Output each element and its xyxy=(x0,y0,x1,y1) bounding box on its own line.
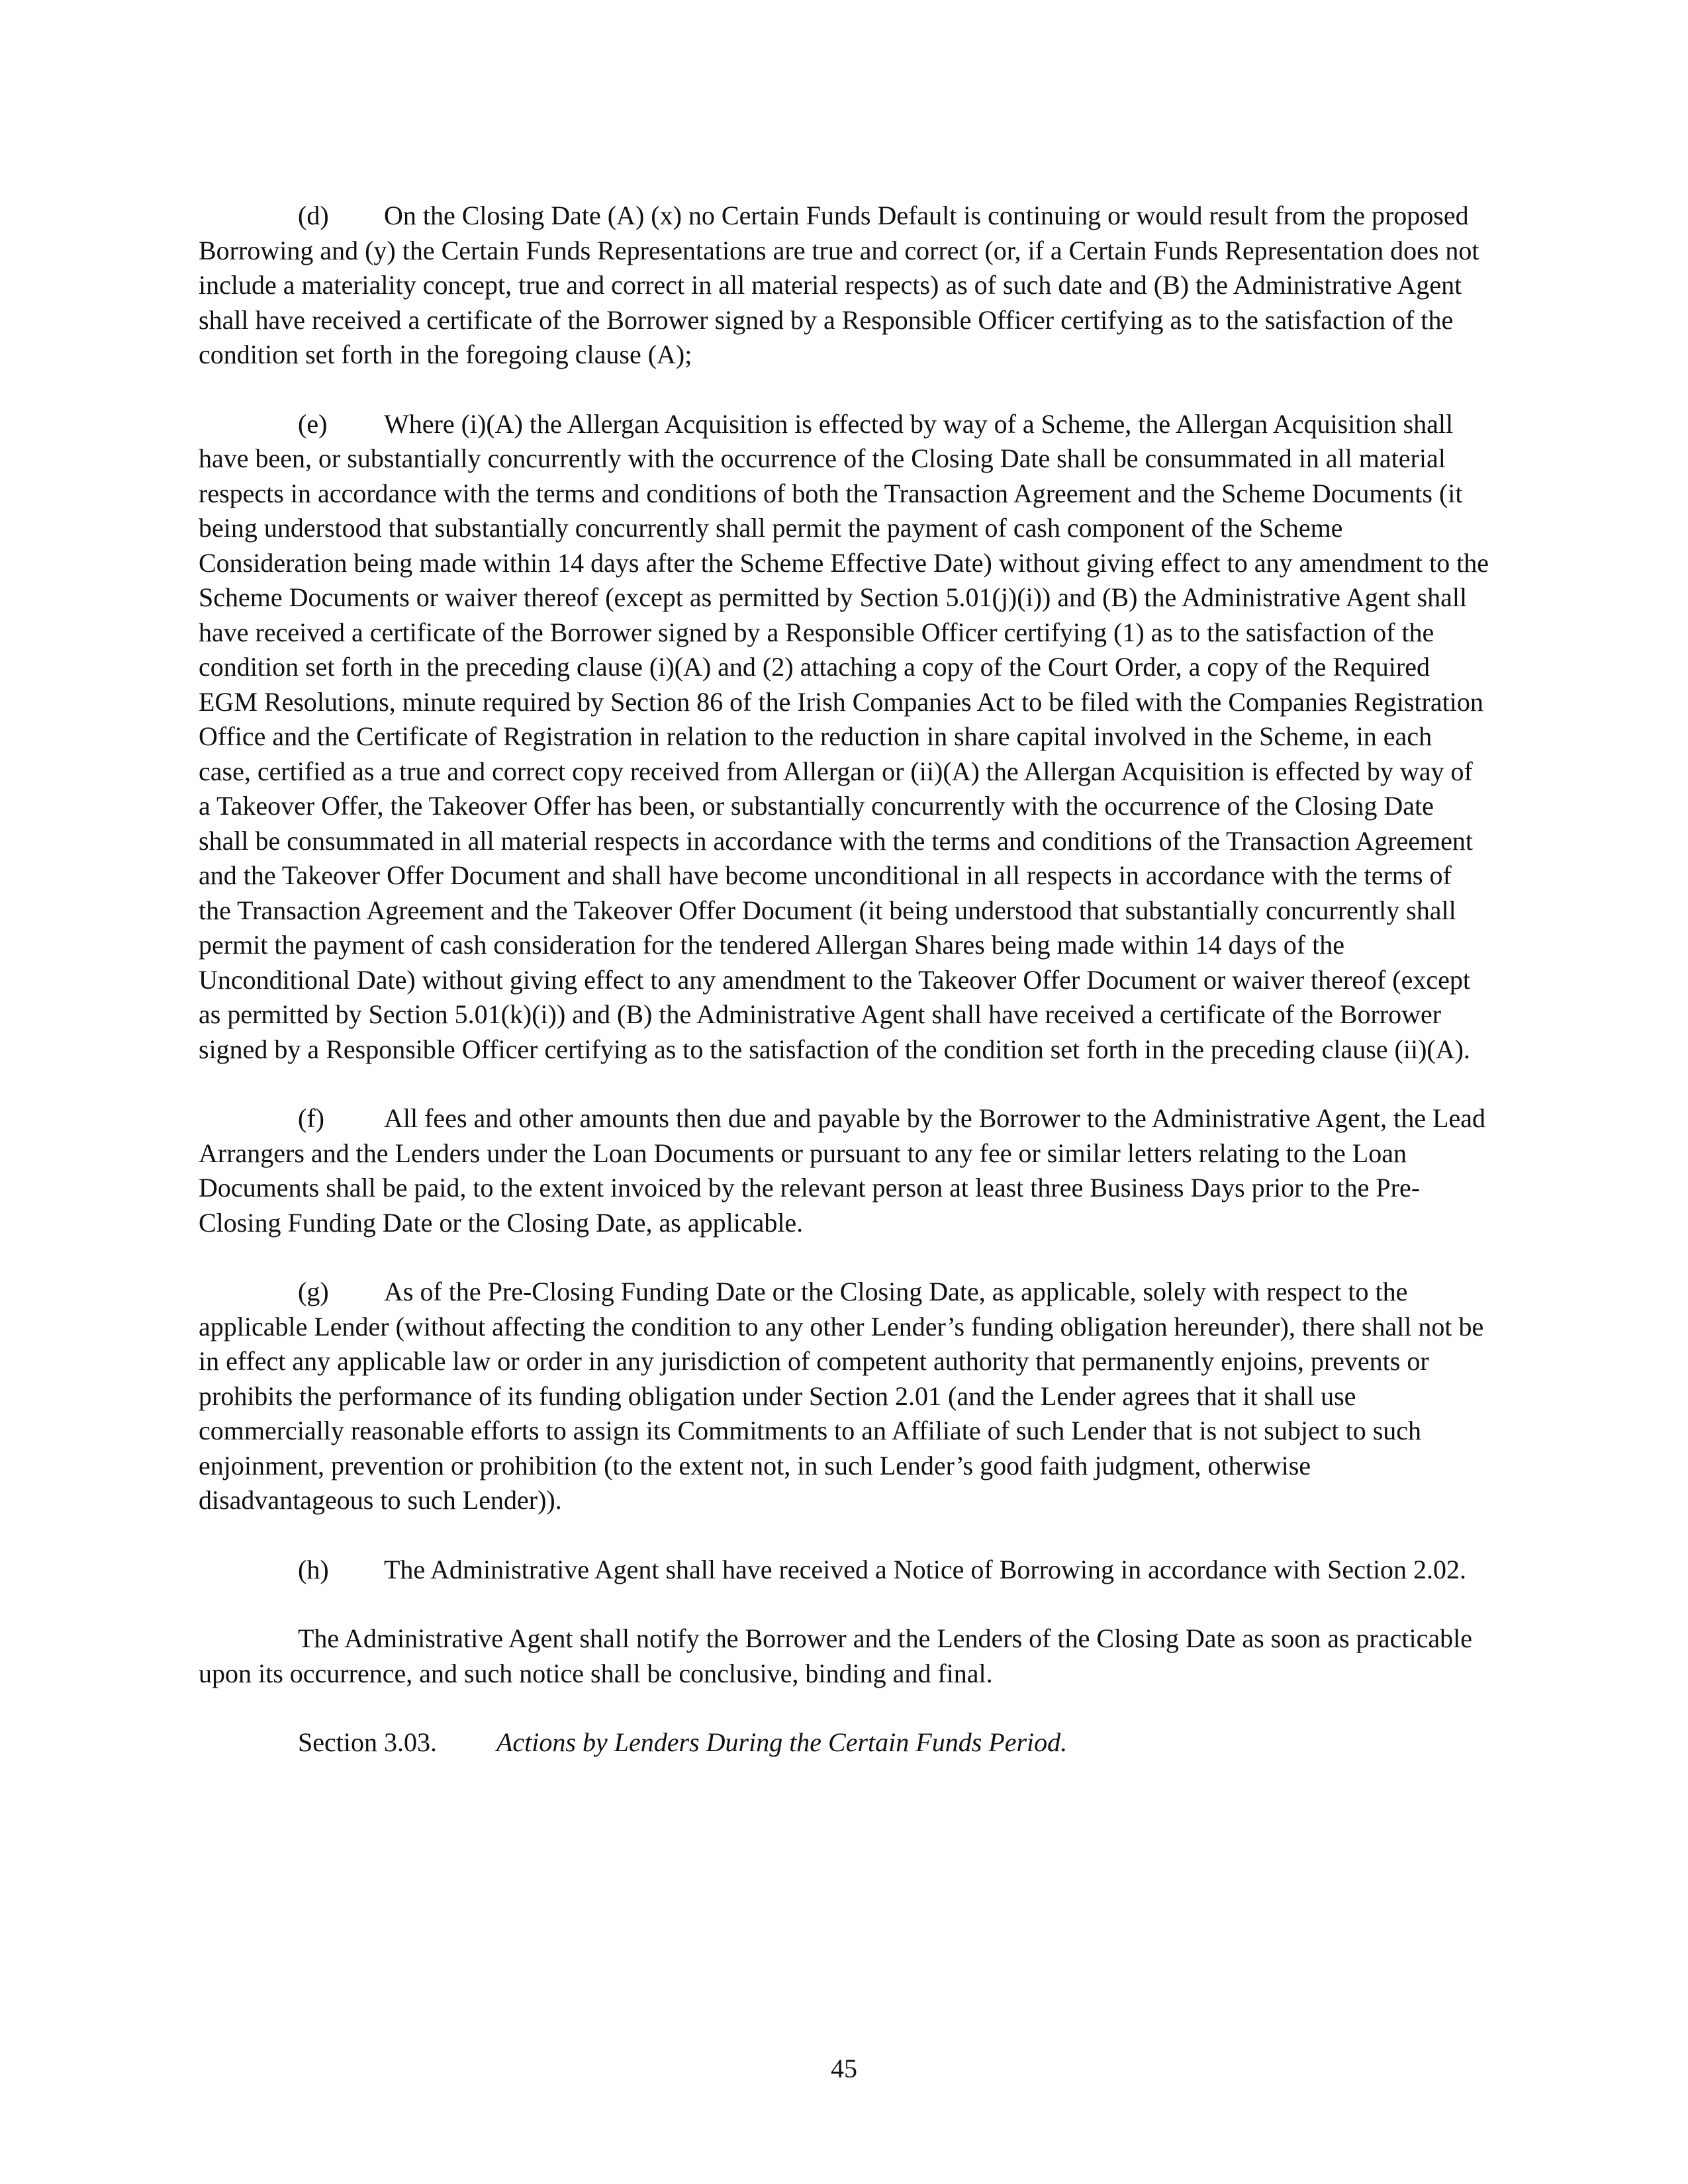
clause-label: (d) xyxy=(298,201,329,230)
section-title: Actions by Lenders During the Certain Funds Period. xyxy=(496,1727,1068,1757)
clause-text: Where (i)(A) the Allergan Acquisition is effected by way of a Scheme, the Allergan Acquisition shall have been, or substantially concurrently with the occurrence of the Closing Date shall be consummated in all material respects in accordance with the terms and conditions of both the Transaction Agreement and the Scheme Documents (it being understood that substantially concurrently shall permit the payment of cash component of the Scheme Consideration being made within 14 days after the Scheme Effective Date) without giving effect to any amendment to the Scheme Documents or waiver thereof (except as permitted by Section 5.01(j)(i)) and (B) the Administrative Agent shall have received a certificate of the Borrower signed by a Responsible Officer certifying (1) as to the satisfaction of the condition set forth in the preceding clause (i)(A) and (2) attaching a copy of the Court Order, a copy of the Required EGM Resolutions, minute required by Section 86 of the Irish Companies Act to be filed with the Companies Registration Office and the Certificate of Registration in relation to the reduction in share capital involved in the Scheme, in each case, certified as a true and correct copy received from Allergan or (ii)(A) the Allergan Acquisition is effected by way of a Takeover Offer, the Takeover Offer has been, or substantially concurrently with the occurrence of the Closing Date shall be consummated in all material respects in accordance with the terms and conditions of the Transaction Agreement and the Takeover Offer Document and shall have become unconditional in all respects in accordance with the terms of the Transaction Agreement and the Takeover Offer Document (it being understood that substantially concurrently shall permit the payment of cash consideration for the tendered Allergan Shares being made within 14 days of the Unconditional Date) without giving effect to any amendment to the Takeover Offer Document or waiver thereof (except as permitted by Section 5.01(k)(i)) and (B) the Administrative Agent shall have received a certificate of the Borrower signed by a Responsible Officer certifying as to the satisfaction of the condition set forth in the preceding clause (ii)(A). xyxy=(199,408,1489,1064)
clause-text: The Administrative Agent shall have received a Notice of Borrowing in accordance with Section 2.02. xyxy=(384,1554,1467,1584)
clause-label: (e) xyxy=(298,408,328,439)
clause-f xyxy=(199,1101,1489,1240)
document-body xyxy=(199,199,1489,1760)
clause-label: (h) xyxy=(298,1554,329,1584)
clause-text: All fees and other amounts then due and payable by the Borrower to the Administrative Agent, the Lead Arrangers and the Lenders under the Loan Documents or pursuant to any fee or similar letters relating to the Loan Documents shall be paid, to the extent invoiced by the relevant person at least three Business Days prior to the Pre-Closing Funding Date or the Closing Date, as applicable. xyxy=(199,1103,1485,1238)
clause-text: As of the Pre-Closing Funding Date or the Closing Date, as applicable, solely with respect to the applicable Lender (without affecting the condition to any other Lender’s funding obligation hereunder), there shall not be in effect any applicable law or order in any jurisdiction of competent authority that permanently enjoins, prevents or prohibits the performance of its funding obligation under Section 2.01 (and the Lender agrees that it shall use commercially reasonable efforts to assign its Commitments to an Affiliate of such Lender that is not subject to such enjoinment, prevention or prohibition (to the extent not, in such Lender’s good faith judgment, otherwise disadvantageous to such Lender)). xyxy=(199,1277,1484,1515)
clause-h xyxy=(199,1553,1489,1588)
clause-text: On the Closing Date (A) (x) no Certain Funds Default is continuing or would result from the proposed Borrowing and (y) the Certain Funds Representations are true and correct (or, if a Certain Funds Representation does not include a materiality concept, true and correct in all material respects) as of such date and (B) the Administrative Agent shall have received a certificate of the Borrower signed by a Responsible Officer certifying as to the satisfaction of the condition set forth in the foregoing clause (A); xyxy=(199,201,1479,369)
page-number: 45 xyxy=(831,2054,857,2083)
clause-label: (f) xyxy=(298,1103,324,1133)
clause-d xyxy=(199,199,1489,373)
clause-e xyxy=(199,407,1489,1068)
clause-label: (g) xyxy=(298,1277,329,1306)
section-number: Section 3.03. xyxy=(298,1727,437,1757)
section-heading xyxy=(199,1725,1489,1760)
closing-paragraph: The Administrative Agent shall notify the Borrower and the Lenders of the Closing Date as soon as practicable upon its occurrence, and such notice shall be conclusive, binding and final. xyxy=(199,1623,1472,1688)
clause-g xyxy=(199,1275,1489,1518)
